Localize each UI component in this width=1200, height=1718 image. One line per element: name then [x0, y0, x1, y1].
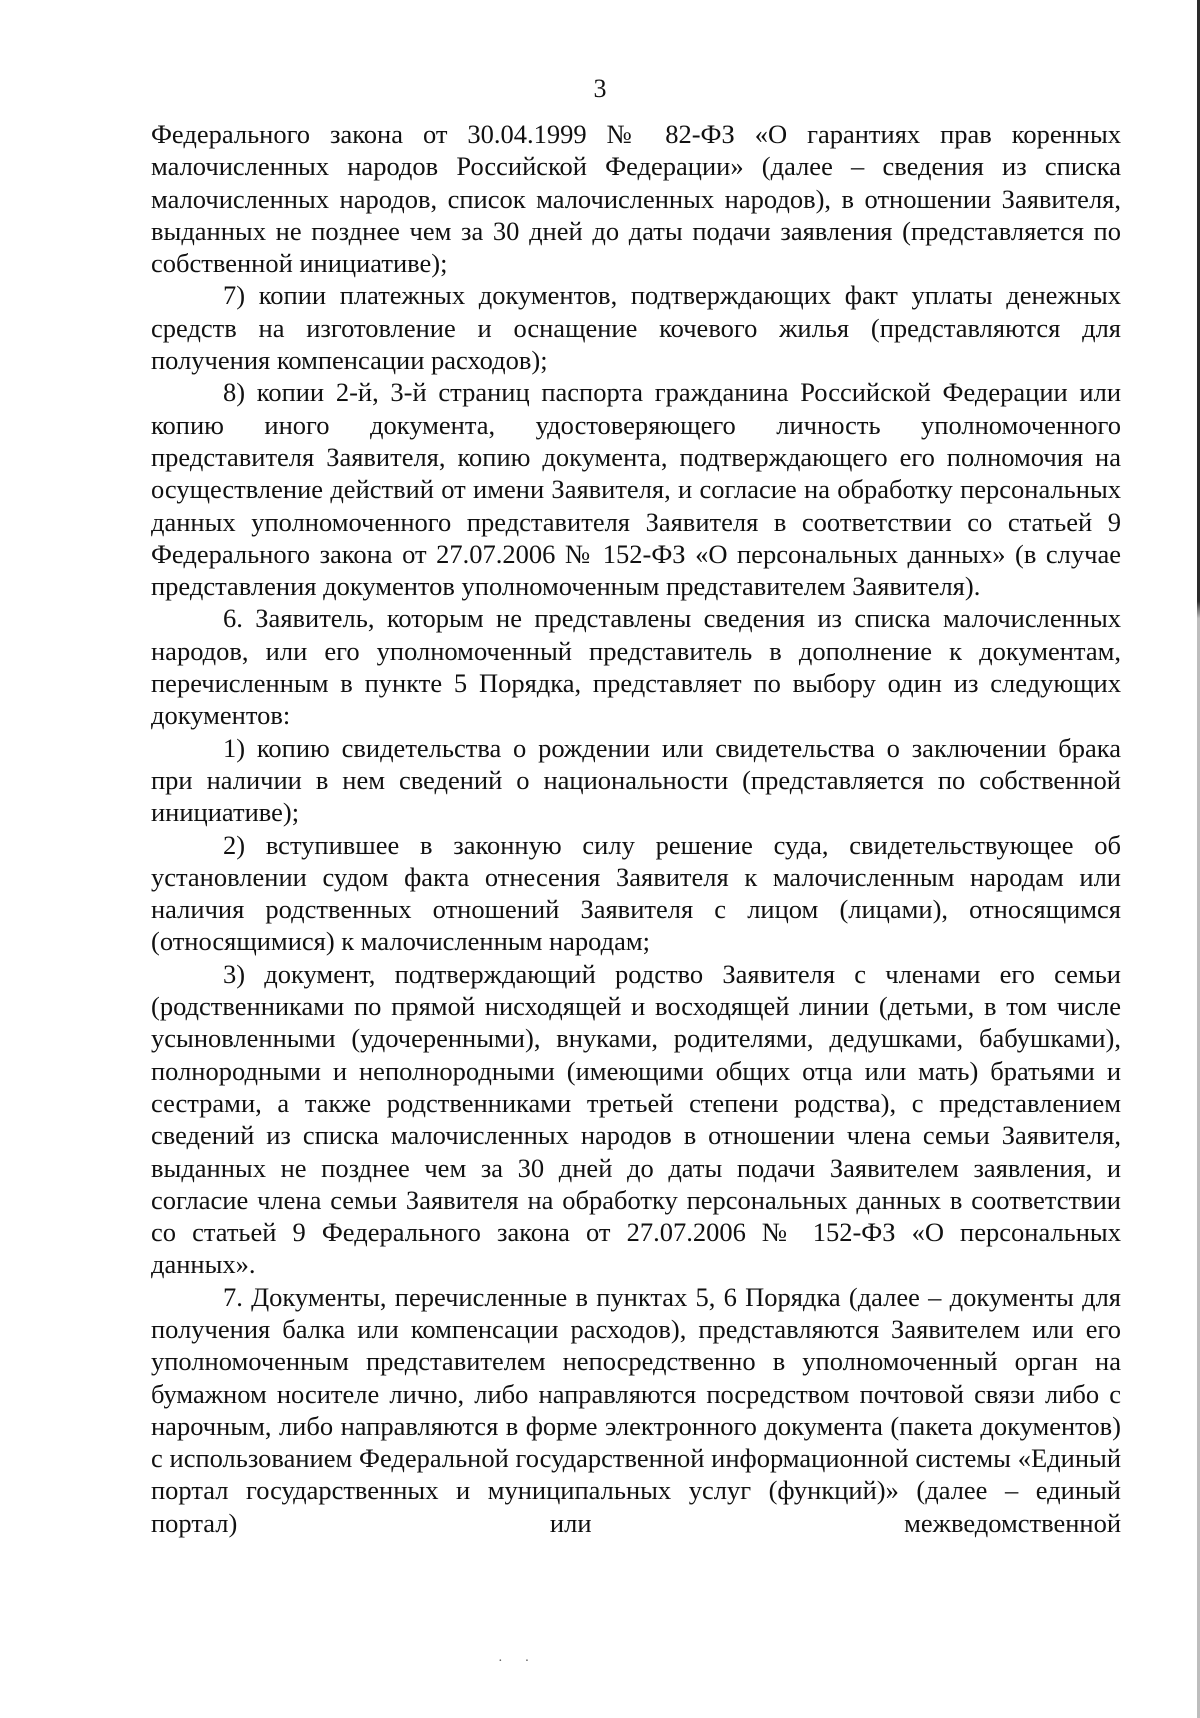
scan-artifact: ··	[498, 1654, 552, 1669]
document-body	[151, 118, 1121, 1539]
paragraph-item-7: 7) копии платежных документов, подтверждающих факт уплаты денежных средств на изготовление и оснащение кочевого жилья (представляются для получения компенсации расходов);	[151, 280, 1121, 376]
paragraph-clause-6: 6. Заявитель, которым не представлены сведения из списка малочисленных народов, или его уполномоченный представитель в дополнение к документам, перечисленным в пункте 5 Порядка, представляет по выбору один из следующих документов:	[151, 603, 1121, 731]
page-number: 3	[593, 74, 607, 103]
paragraph-subitem-2: 2) вступившее в законную силу решение суда, свидетельствующее об установлении судом факта отнесения Заявителя к малочисленным народам или наличия родственных отношений Заявителя с лицом (лицами), относящимся (относящимися) к малочисленным народам;	[151, 829, 1121, 957]
paragraph-item-8: 8) копии 2-й, 3-й страниц паспорта гражданина Российской Федерации или копию иного документа, удостоверяющего личность уполномоченного представителя Заявителя, копию документа, подтверждающего его полномочия на осуществление действий от имени Заявителя, и согласие на обработку персональных данных уполномоченного представителя Заявителя в соответствии со статьей 9 Федерального закона от 27.07.2006 № 152-ФЗ «О персональных данных» (в случае представления документов уполномоченным представителем Заявителя).	[151, 377, 1121, 602]
paragraph-continuation: Федерального закона от 30.04.1999 № 82-ФЗ «О гарантиях прав коренных малочисленных народов Российской Федерации» (далее – сведения из списка малочисленных народов, список малочисленных народов), в отношении Заявителя, выданных не позднее чем за 30 дней до даты подачи заявления (представляется по собственной инициативе);	[151, 119, 1121, 279]
paragraph-subitem-1: 1) копию свидетельства о рождении или свидетельства о заключении брака при наличии в нем сведений о национальности (представляется по собственной инициативе);	[151, 732, 1121, 828]
paragraph-subitem-3: 3) документ, подтверждающий родство Заявителя с членами его семьи (родственниками по прямой нисходящей и восходящей линии (детьми, в том числе усыновленными (удочеренными), внуками, родителями, дедушками, бабушками), полнородными и неполнородными (имеющими общих отца или мать) братьями и сестрами, а также родственниками третьей степени родства), с представлением сведений из списка малочисленных народов в отношении члена семьи Заявителя, выданных не позднее чем за 30 дней до даты подачи Заявителем заявления, и согласие члена семьи Заявителя на обработку персональных данных в соответствии со статьей 9 Федерального закона от 27.07.2006 № 152-ФЗ «О персональных данных».	[151, 958, 1121, 1280]
paragraph-clause-7: 7. Документы, перечисленные в пунктах 5, 6 Порядка (далее – документы для получения балка или компенсации расходов), представляются Заявителем или его уполномоченным представителем непосредственно в уполномоченный орган на бумажном носителе лично, либо направляются посредством почтовой связи либо с нарочным, либо направляются в форме электронного документа (пакета документов) с использованием Федеральной государственной информационной системы «Единый портал государственных и муниципальных услуг (функций)» (далее – единый портал) или межведомственной	[151, 1281, 1121, 1538]
